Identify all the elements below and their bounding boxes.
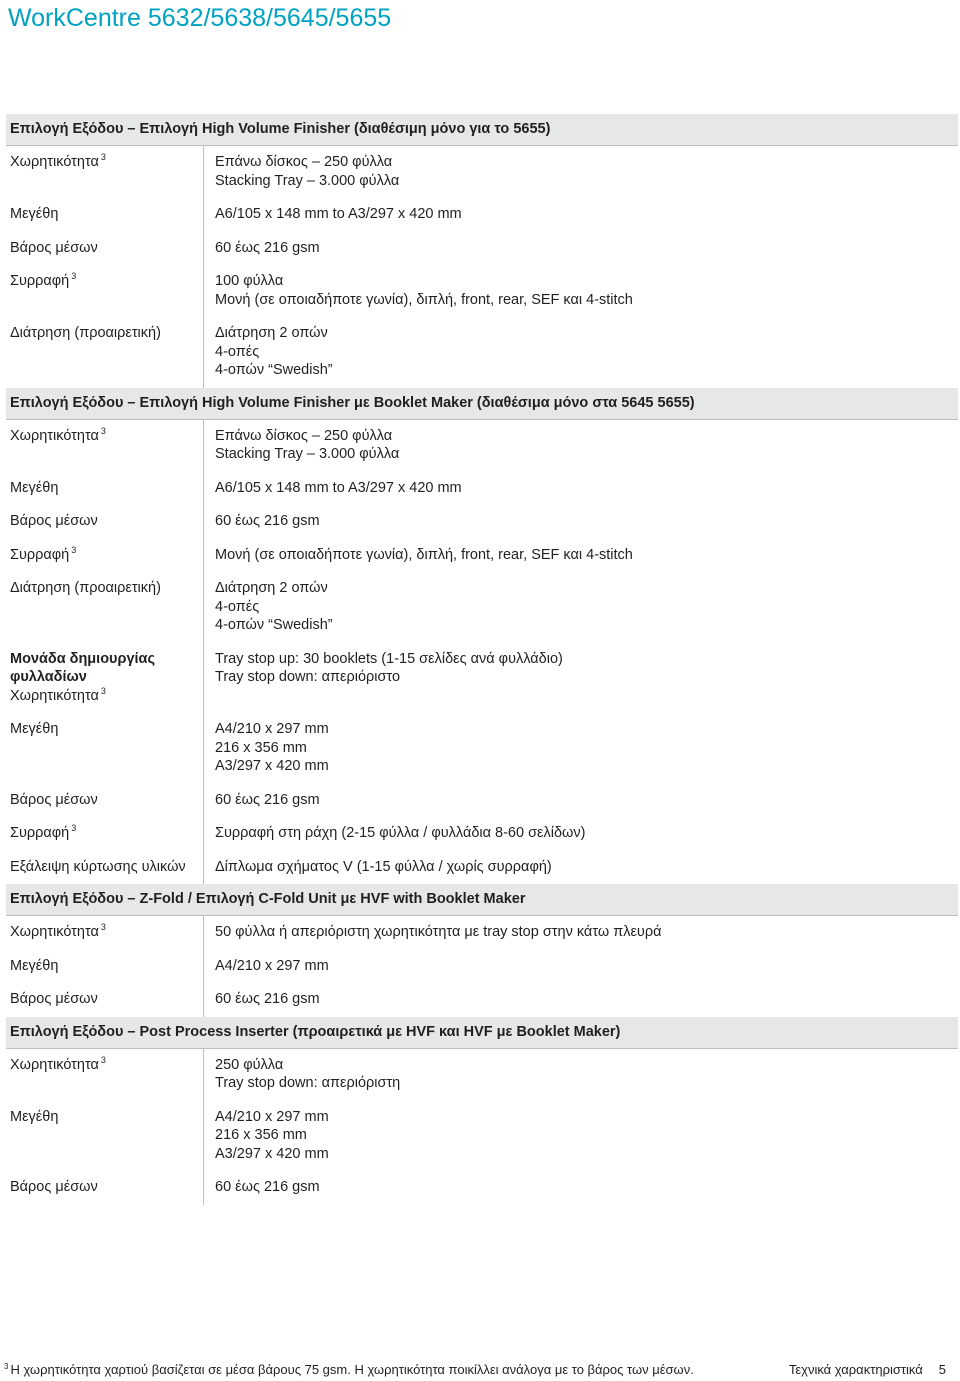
- spec-label: [6, 983, 204, 1017]
- spec-label-text: Μεγέθη: [10, 957, 59, 974]
- spec-row: [6, 1049, 958, 1101]
- spec-label-text: Βάρος μέσων: [10, 513, 98, 529]
- spec-label-text: Διάτρηση (προαιρετική): [10, 580, 161, 596]
- spec-label-text: Συρραφή: [10, 825, 70, 841]
- section-heading: Επιλογή Εξόδου – Επιλογή High Volume Finisher (διαθέσιμη μόνο για το 5655): [6, 114, 958, 146]
- spec-table: [6, 114, 958, 1205]
- spec-row: [6, 643, 958, 714]
- spec-value: A6/105 x 148 mm to A3/297 x 420 mm: [215, 206, 462, 222]
- spec-label-text: Μεγέθη: [10, 479, 59, 496]
- section-heading: Επιλογή Εξόδου – Post Process Inserter (προαιρετικά με HVF και HVF με Booklet Maker): [6, 1017, 958, 1049]
- spec-value: Επάνω δίσκος – 250 φύλλα Stacking Tray – 3.000 φύλλα: [215, 427, 400, 462]
- spec-label: [6, 472, 204, 506]
- spec-value: Συρραφή στη ράχη (2-15 φύλλα / φυλλάδια 8-60 σελίδων): [215, 825, 586, 841]
- footnote-text: Η χωρητικότητα χαρτιού βασίζεται σε μέσα βάρους 75 gsm. Η χωρητικότητα ποικίλλει ανάλογα με το βάρος των μέσων.: [10, 1362, 694, 1377]
- spec-row: [6, 232, 958, 266]
- spec-label-text: Χωρητικότητα: [10, 427, 99, 444]
- spec-label-text: Συρραφή: [10, 273, 70, 289]
- spec-row: [6, 572, 958, 643]
- spec-value: Μονή (σε οποιαδήποτε γωνία), διπλή, front, rear, SEF και 4-stitch: [215, 546, 633, 563]
- spec-label: [6, 1101, 204, 1172]
- section-name: Τεχνικά χαρακτηριστικά: [788, 1362, 923, 1377]
- spec-label-text: Διάτρηση (προαιρετική): [10, 325, 161, 341]
- spec-label: [6, 817, 204, 851]
- spec-value: 100 φύλλα Μονή (σε οποιαδήποτε γωνία), διπλή, front, rear, SEF και 4-stitch: [215, 273, 633, 308]
- spec-label: [6, 317, 204, 388]
- footnote-mark: 3: [4, 1362, 9, 1371]
- spec-label: [6, 146, 204, 198]
- section-heading: Επιλογή Εξόδου – Επιλογή High Volume Finisher με Booklet Maker (διαθέσιμα μόνο στα 5645 5655): [6, 388, 958, 420]
- spec-label-text: Συρραφή: [10, 546, 70, 563]
- spec-label-text: Βάρος μέσων: [10, 791, 98, 808]
- footnote-ref: 3: [71, 544, 77, 555]
- footnote: [4, 1362, 694, 1377]
- spec-label-text: Μεγέθη: [10, 721, 59, 737]
- spec-row: [6, 539, 958, 573]
- spec-label: [6, 198, 204, 232]
- spec-value: 50 φύλλα ή απεριόριστη χωρητικότητα με tray stop στην κάτω πλευρά: [215, 924, 662, 940]
- spec-label: [6, 713, 204, 784]
- spec-label: [6, 851, 204, 885]
- footnote-ref: 3: [71, 823, 77, 833]
- spec-label: [6, 916, 204, 950]
- page-number: 5: [938, 1362, 946, 1377]
- spec-label: [6, 420, 204, 472]
- spec-row: [6, 198, 958, 232]
- spec-value: 60 έως 216 gsm: [215, 991, 320, 1007]
- spec-label: [6, 643, 204, 714]
- spec-row: [6, 317, 958, 388]
- spec-label-text: Χωρητικότητα: [10, 1056, 99, 1073]
- spec-value: Tray stop up: 30 booklets (1-15 σελίδες ανά φυλλάδιο) Tray stop down: απεριόριστο: [215, 650, 563, 685]
- spec-value: Διάτρηση 2 οπών 4-οπές 4-οπών “Swedish”: [215, 580, 333, 633]
- spec-value: 60 έως 216 gsm: [215, 513, 320, 529]
- spec-label: [6, 232, 204, 266]
- spec-value: 60 έως 216 gsm: [215, 791, 320, 808]
- spec-row: [6, 950, 958, 984]
- footnote-ref: 3: [100, 425, 106, 436]
- spec-row: [6, 784, 958, 818]
- footnote-ref: 3: [100, 922, 106, 932]
- spec-value: 60 έως 216 gsm: [215, 1179, 320, 1195]
- spec-label: [6, 539, 204, 573]
- spec-row: [6, 916, 958, 950]
- section-heading: Επιλογή Εξόδου – Z-Fold / Επιλογή C-Fold Unit με HVF with Booklet Maker: [6, 884, 958, 916]
- spec-row: [6, 983, 958, 1017]
- spec-row: [6, 265, 958, 317]
- document-title: WorkCentre 5632/5638/5645/5655: [8, 4, 392, 32]
- spec-value: A4/210 x 297 mm 216 x 356 mm A3/297 x 420 mm: [215, 721, 329, 774]
- spec-label-text: Χωρητικότητα: [10, 924, 99, 940]
- spec-label-text: Εξάλειψη κύρτωσης υλικών: [10, 858, 186, 875]
- spec-value: Δίπλωμα σχήματος V (1-15 φύλλα / χωρίς συρραφή): [215, 858, 552, 875]
- spec-row: [6, 146, 958, 198]
- spec-label-group: Μονάδα δημιουργίας φυλλαδίων: [10, 650, 156, 685]
- spec-row: [6, 851, 958, 885]
- spec-label: [6, 1171, 204, 1205]
- spec-value: 60 έως 216 gsm: [215, 239, 320, 256]
- footnote-ref: 3: [100, 152, 106, 162]
- spec-value: A6/105 x 148 mm to A3/297 x 420 mm: [215, 479, 462, 496]
- spec-row: [6, 1171, 958, 1205]
- footnote-ref: 3: [100, 1054, 106, 1065]
- spec-label-text: Βάρος μέσων: [10, 991, 98, 1007]
- spec-label-text: Βάρος μέσων: [10, 1179, 98, 1195]
- spec-value: A4/210 x 297 mm: [215, 957, 329, 974]
- spec-label-text: Μεγέθη: [10, 206, 59, 222]
- spec-row: [6, 713, 958, 784]
- spec-row: [6, 505, 958, 539]
- spec-label-text: Χωρητικότητα: [10, 687, 99, 704]
- footnote-ref: 3: [100, 685, 106, 696]
- spec-row: [6, 817, 958, 851]
- spec-label-text: Χωρητικότητα: [10, 154, 99, 170]
- spec-label: [6, 572, 204, 643]
- spec-label-text: Μεγέθη: [10, 1108, 59, 1125]
- spec-label: [6, 505, 204, 539]
- spec-value: Διάτρηση 2 οπών 4-οπές 4-οπών “Swedish”: [215, 325, 333, 378]
- spec-value: 250 φύλλα Tray stop down: απεριόριστη: [215, 1056, 401, 1091]
- spec-value: Επάνω δίσκος – 250 φύλλα Stacking Tray – 3.000 φύλλα: [215, 154, 400, 189]
- spec-row: [6, 472, 958, 506]
- spec-label-text: Βάρος μέσων: [10, 239, 98, 256]
- spec-row: [6, 420, 958, 472]
- spec-value: A4/210 x 297 mm 216 x 356 mm A3/297 x 420 mm: [215, 1108, 329, 1162]
- footnote-ref: 3: [71, 271, 77, 281]
- spec-label: [6, 784, 204, 818]
- spec-row: [6, 1101, 958, 1172]
- spec-label: [6, 265, 204, 317]
- spec-label: [6, 1049, 204, 1101]
- spec-label: [6, 950, 204, 984]
- footer-right: [789, 1362, 946, 1377]
